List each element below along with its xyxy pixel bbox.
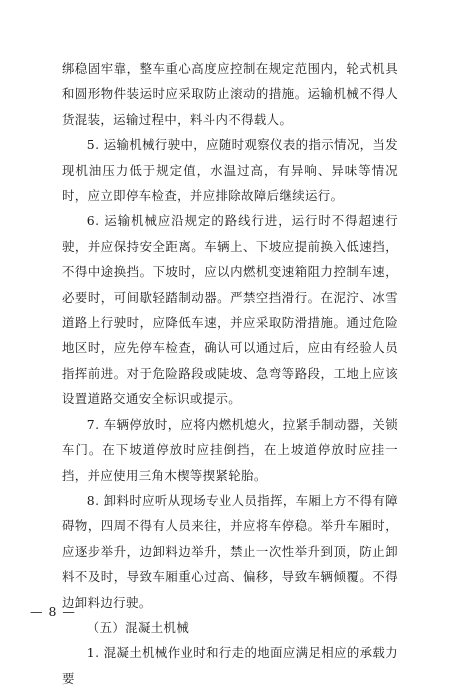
section-heading: （五）混凝土机械	[86, 619, 190, 635]
paragraph-continued: 绑稳固牢靠，整车重心高度应控制在规定范围内，轮式机具和圆形物件装运时应采取防止滚动的措施。运输机械不得人货混装，运输过程中，料斗内不得载人。	[62, 61, 398, 127]
document-body	[62, 56, 398, 691]
page-number: — 8 —	[30, 604, 76, 619]
paragraph-item-7: 7. 车辆停放时，应将内燃机熄火，拉紧手制动器，关锁车门。在下坡道停放时应挂倒挡，在上坡道停放时应挂一挡，并应使用三角木楔等揳紧轮胎。	[62, 416, 398, 483]
paragraph-item-5: 5. 运输机械行驶中，应随时观察仪表的指示情况，当发现机油压力低于规定值，水温过高，有异响、异味等情况时，应立即停车检查，并应排除故障后继续运行。	[62, 137, 398, 204]
paragraph-item-8: 8. 卸料时应听从现场专业人员指挥，车厢上方不得有障碍物，四周不得有人员来往，并应将车停稳。举升车厢时，应逐步举升，边卸料边举升，禁止一次性举升到顶，防止卸料不及时，导致车厢重心过高、偏移，导致车辆倾覆。不得边卸料边行驶。	[62, 492, 398, 610]
paragraph-item-6: 6. 运输机械应沿规定的路线行进，运行时不得超速行驶，并应保持安全距离。车辆上、下坡应提前换入低速挡，不得中途换挡。下坡时，应以内燃机变速箱阻力控制车速，必要时，可间歇轻踏制动器。严禁空挡滑行。在泥泞、冰雪道路上行驶时，应降低车速，并应采取防滑措施。通过危险地区时，应先停车检查，确认可以通过后，应由有经验人员指挥前进。对于危险路段或陡坡、急弯等路段，工地上应该设置道路交通安全标识或提示。	[62, 213, 398, 407]
paragraph-item-1: 1. 混凝土机械作业时和行走的地面应满足相应的承载力要	[62, 645, 398, 686]
